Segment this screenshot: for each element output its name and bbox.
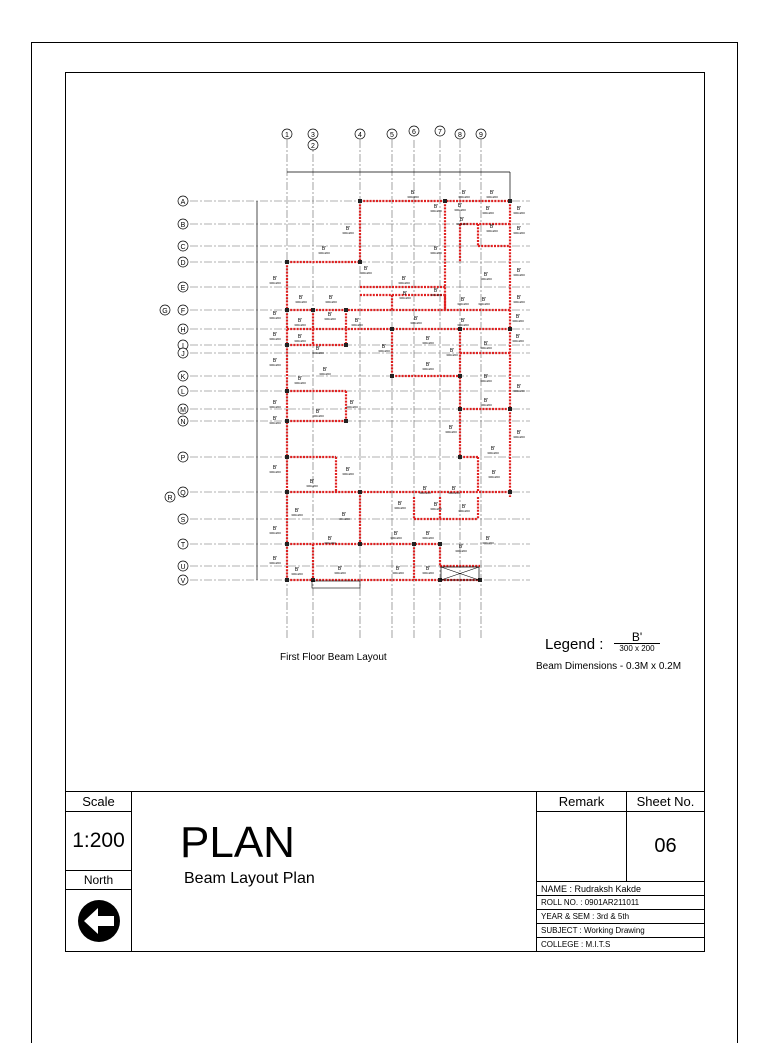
- row-grid-label: F: [180, 308, 186, 315]
- beam-tag-dims: 300x200: [410, 321, 422, 325]
- beam-tag: B': [425, 531, 431, 537]
- row-grid-label: J: [181, 351, 185, 358]
- beam-tag-dims: 300x200: [318, 251, 330, 255]
- row-grid-label: S: [180, 517, 186, 524]
- beam-tag-dims: 300x200: [360, 271, 372, 275]
- beam-tag: B': [515, 314, 521, 320]
- sheet-no-label: Sheet No.: [636, 794, 695, 809]
- column-marker: [458, 374, 462, 378]
- beam-tag-dims: 300x200: [422, 341, 434, 345]
- scale-label-cell: [65, 791, 132, 812]
- info-cell-1: [536, 881, 705, 896]
- column-marker: [285, 578, 289, 582]
- beam-tag: B': [448, 425, 454, 431]
- column-marker: [358, 490, 362, 494]
- column-marker: [285, 389, 289, 393]
- beam-tag: B': [294, 567, 300, 573]
- beam-tag: B': [433, 502, 439, 508]
- beam-tag: B': [458, 544, 464, 550]
- info-roll: ROLL NO. : 0901AR211011: [541, 898, 640, 907]
- beam-tag: B': [516, 206, 522, 212]
- beam-tag: B': [272, 358, 278, 364]
- beam-tag: B': [425, 362, 431, 368]
- beam-tag: B': [272, 556, 278, 562]
- column-grid-label: 5: [390, 132, 394, 139]
- remark-label-cell: [536, 791, 627, 812]
- beam-tag: B': [402, 291, 408, 297]
- balcony-outline: [312, 581, 360, 588]
- beam-tag-dims: 300x200: [480, 277, 492, 281]
- info-cell-3: [536, 909, 705, 924]
- beam-tag-dims: 300x200: [486, 229, 498, 233]
- north-arrow-icon: [74, 896, 124, 946]
- column-marker: [285, 490, 289, 494]
- row-grid-label: U: [180, 564, 186, 571]
- sheet-label-cell: [626, 791, 705, 812]
- beam-tag: B': [321, 246, 327, 252]
- beam-tag: B': [294, 508, 300, 514]
- beam-tag: B': [425, 566, 431, 572]
- beam-tag-dims: 300x200: [269, 421, 281, 425]
- beam-tag: B': [433, 204, 439, 210]
- row-grid-label: B: [180, 222, 186, 229]
- beam-tag-dims: 300x200: [269, 561, 281, 565]
- info-cell-4: [536, 923, 705, 938]
- column-grid-label: 9: [479, 132, 483, 139]
- beam-tag: B': [297, 318, 303, 324]
- column-marker: [443, 199, 447, 203]
- column-grid-label: 6: [412, 129, 416, 136]
- beam-tag: B': [272, 311, 278, 317]
- beam-tag: B': [461, 190, 467, 196]
- beam-tag-dims: 300x200: [480, 379, 492, 383]
- beam-tag-dims: 300x200: [448, 491, 460, 495]
- beam-tag: B': [422, 486, 428, 492]
- beam-tag: B': [516, 384, 522, 390]
- beam-tag-dims: 300x200: [342, 472, 354, 476]
- beam-tag-dims: 300x200: [458, 195, 470, 199]
- beam-tag: B': [272, 276, 278, 282]
- sheet-subtitle: Beam Layout Plan: [184, 870, 315, 887]
- column-marker: [285, 419, 289, 423]
- beam-tag-dims: 300x200: [342, 231, 354, 235]
- row-grid-label: D: [180, 260, 186, 267]
- column-marker: [438, 542, 442, 546]
- beam-tag: B': [413, 316, 419, 322]
- beam-tag: B': [516, 430, 522, 436]
- sheet-value-cell: [626, 811, 705, 882]
- column-marker: [285, 260, 289, 264]
- sheet-title: PLAN: [180, 818, 295, 867]
- info-subject: SUBJECT : Working Drawing: [541, 926, 645, 935]
- beam-layout-plan: [150, 120, 530, 640]
- beam-tag: B': [460, 297, 466, 303]
- beam-tag: B': [489, 224, 495, 230]
- column-grid-label: 4: [358, 132, 362, 139]
- beam-tag-dims: 300x200: [456, 222, 468, 226]
- column-marker: [358, 199, 362, 203]
- beam-tag: B': [483, 398, 489, 404]
- beam-tag-dims: 300x200: [486, 195, 498, 199]
- row-grid-label: P: [180, 455, 186, 462]
- row-grid-label: K: [180, 374, 186, 381]
- legend-note: Beam Dimensions - 0.3M x 0.2M: [536, 661, 682, 672]
- beam-tag: B': [298, 295, 304, 301]
- beam-tag-dims: 300x200: [269, 337, 281, 341]
- beam-tag-dims: 300x200: [399, 296, 411, 300]
- beam-tag-dims: 300x200: [446, 353, 458, 357]
- beam-tag: B': [451, 486, 457, 492]
- beam-tag-dims: 300x200: [513, 389, 525, 393]
- beam-tag-dims: 300x200: [324, 317, 336, 321]
- beam-tag-dims: 300x200: [419, 491, 431, 495]
- beam-tag-dims: 300x200: [378, 349, 390, 353]
- beam-tag: B': [354, 318, 360, 324]
- beam-tag-dims: 300x200: [295, 300, 307, 304]
- row-grid-label: Q: [180, 490, 186, 497]
- beam-tag: B': [483, 272, 489, 278]
- beam-tag: B': [315, 409, 321, 415]
- beam-tag-dims: 300x200: [487, 451, 499, 455]
- north-label-cell: [65, 870, 132, 890]
- beam-tag: B': [483, 341, 489, 347]
- legend-symbol-dims: 300 x 200: [614, 643, 660, 653]
- info-year: YEAR & SEM : 3rd & 5th: [541, 912, 630, 921]
- beam-tag-dims: 300x200: [512, 339, 524, 343]
- beam-tag-dims: 300x200: [269, 316, 281, 320]
- beam-tag-dims: 300x200: [269, 531, 281, 535]
- row-grid-label: G: [162, 308, 168, 315]
- beam-tag-dims: 300x200: [513, 300, 525, 304]
- column-marker: [390, 327, 394, 331]
- beam-tag-dims: 300x200: [338, 517, 350, 521]
- beam-tag-dims: 300x200: [457, 323, 469, 327]
- beam-tag-dims: 300x200: [422, 536, 434, 540]
- column-marker: [358, 260, 362, 264]
- beam-tag-dims: 300x200: [513, 211, 525, 215]
- column-grid-label: 1: [285, 132, 289, 139]
- beam-tag-dims: 300x200: [269, 405, 281, 409]
- row-grid-label: T: [180, 542, 186, 549]
- beam-tag-dims: 300x200: [513, 435, 525, 439]
- beam-tag-dims: 300x200: [398, 281, 410, 285]
- beam-tag-dims: 300x200: [312, 351, 324, 355]
- beam-tag: B': [328, 295, 334, 301]
- beam-tag-dims: 300x200: [513, 231, 525, 235]
- column-marker: [390, 374, 394, 378]
- beam-tag-dims: 300x200: [334, 571, 346, 575]
- column-marker: [508, 407, 512, 411]
- row-grid-label: I: [182, 343, 184, 350]
- beam-tag: B': [272, 465, 278, 471]
- title-cell: [131, 791, 537, 952]
- beam-tag: B': [393, 531, 399, 537]
- beam-tag-dims: 300x200: [390, 536, 402, 540]
- row-grid-label: M: [180, 407, 186, 414]
- beam-tag: B': [459, 217, 465, 223]
- legend-symbol: [614, 631, 660, 653]
- north-arrow-cell: [65, 889, 132, 952]
- beam-tag-dims: 300x200: [392, 571, 404, 575]
- sheet-no-value: 06: [654, 835, 677, 857]
- column-grid-label: 2: [311, 143, 315, 150]
- beam-tag-dims: 300x200: [488, 475, 500, 479]
- beam-tag-dims: 300x200: [430, 251, 442, 255]
- scale-label: Scale: [82, 794, 115, 809]
- remark-label: Remark: [558, 794, 605, 809]
- beam-tag: B': [449, 348, 455, 354]
- north-label: North: [83, 873, 114, 887]
- column-grid-label: 7: [438, 129, 442, 136]
- beam-tag-dims: 300x200: [454, 208, 466, 212]
- beam-tag-dims: 300x200: [407, 195, 419, 199]
- beam-tag-dims: 300x200: [351, 323, 363, 327]
- info-college: COLLEGE : M.I.T.S: [541, 940, 611, 949]
- beam-tag: B': [349, 400, 355, 406]
- row-grid-label: H: [180, 327, 186, 334]
- beam-tag: B': [327, 536, 333, 542]
- legend-label: Legend :: [545, 636, 604, 653]
- beam-tag: B': [491, 470, 497, 476]
- beam-tag-dims: 300x200: [430, 209, 442, 213]
- column-marker: [311, 578, 315, 582]
- beam-tag: B': [397, 501, 403, 507]
- beam-tag: B': [401, 276, 407, 282]
- beam-tag: B': [272, 332, 278, 338]
- beam-tag-dims: 300x200: [394, 506, 406, 510]
- drawing-caption: First Floor Beam Layout: [280, 652, 387, 663]
- beam-tag-dims: 300x200: [457, 302, 469, 306]
- column-marker: [285, 308, 289, 312]
- column-grid-label: 8: [458, 132, 462, 139]
- beam-tag: B': [341, 512, 347, 518]
- beam-tag: B': [516, 226, 522, 232]
- beam-tag-dims: 300x200: [346, 405, 358, 409]
- beam-tag: B': [483, 374, 489, 380]
- info-cell-2: [536, 895, 705, 910]
- column-grid-label: 3: [311, 132, 315, 139]
- beam-tag: B': [516, 268, 522, 274]
- beam-tag: B': [433, 246, 439, 252]
- beam-tag: B': [489, 190, 495, 196]
- row-grid-label: V: [180, 578, 186, 585]
- beam-tag: B': [327, 312, 333, 318]
- beam-tag: B': [460, 318, 466, 324]
- beam-tag-dims: 300x200: [269, 470, 281, 474]
- beam-tag-dims: 300x200: [422, 367, 434, 371]
- beam-tag-dims: 300x200: [269, 363, 281, 367]
- beam-tag-dims: 300x200: [294, 381, 306, 385]
- beam-tag: B': [515, 334, 521, 340]
- row-grid-label: E: [180, 285, 186, 292]
- column-marker: [458, 327, 462, 331]
- row-grid-label: L: [181, 389, 185, 396]
- beam-tag-dims: 300x200: [430, 507, 442, 511]
- column-marker: [285, 455, 289, 459]
- beam-tag: B': [272, 416, 278, 422]
- beam-tag-dims: 300x200: [319, 372, 331, 376]
- beam-tag-dims: 300x200: [480, 403, 492, 407]
- beam-tag: B': [345, 467, 351, 473]
- beam-tag: B': [410, 190, 416, 196]
- beam-tag: B': [272, 400, 278, 406]
- beam-tag-dims: 300x200: [445, 430, 457, 434]
- beam-tag: B': [322, 367, 328, 373]
- column-marker: [358, 542, 362, 546]
- column-marker: [458, 455, 462, 459]
- legend-symbol-tag: B': [631, 630, 643, 644]
- beam-tag-dims: 300x200: [513, 273, 525, 277]
- beam-tag: B': [381, 344, 387, 350]
- beam-tag-dims: 300x200: [458, 509, 470, 513]
- beam-tag: B': [481, 297, 487, 303]
- column-marker: [311, 308, 315, 312]
- beam-tag-dims: 300x200: [455, 549, 467, 553]
- beam-tag-dims: 300x200: [269, 281, 281, 285]
- column-marker: [285, 343, 289, 347]
- beam-tag-dims: 300x200: [512, 319, 524, 323]
- column-marker: [412, 542, 416, 546]
- column-marker: [344, 308, 348, 312]
- column-marker: [508, 490, 512, 494]
- scale-value-cell: [65, 811, 132, 871]
- row-grid-label: A: [180, 199, 186, 206]
- info-cell-5: [536, 937, 705, 952]
- beam-tag: B': [297, 376, 303, 382]
- beam-tag-dims: 300x200: [430, 293, 442, 297]
- beam-tag: B': [363, 266, 369, 272]
- beam-tag: B': [516, 295, 522, 301]
- beam-tag-dims: 300x200: [478, 302, 490, 306]
- beam-tag-dims: 300x200: [324, 541, 336, 545]
- column-marker: [344, 343, 348, 347]
- beam-tag: B': [395, 566, 401, 572]
- beam-tag: B': [337, 566, 343, 572]
- beam-tag-dims: 300x200: [482, 541, 494, 545]
- column-marker: [508, 327, 512, 331]
- beam-tag: B': [490, 446, 496, 452]
- column-marker: [285, 542, 289, 546]
- beam-tag: B': [345, 226, 351, 232]
- beam-tag: B': [485, 206, 491, 212]
- beam-tag-dims: 300x200: [291, 572, 303, 576]
- beam-tag: B': [272, 526, 278, 532]
- beam-tag-dims: 300x200: [306, 484, 318, 488]
- beam-tag: B': [309, 479, 315, 485]
- beam-tag-dims: 300x200: [312, 414, 324, 418]
- beam-tag: B': [461, 504, 467, 510]
- beam-tag: B': [297, 334, 303, 340]
- info-name: NAME : Rudraksh Kakde: [541, 884, 642, 894]
- column-marker: [344, 419, 348, 423]
- beam-tag: B': [457, 203, 463, 209]
- beam-tag-dims: 300x200: [325, 300, 337, 304]
- row-grid-label: R: [167, 495, 173, 502]
- column-marker: [508, 199, 512, 203]
- beam-tag: B': [485, 536, 491, 542]
- beam-tag-dims: 300x200: [291, 513, 303, 517]
- remark-cell: [536, 811, 627, 882]
- beam-tag-dims: 300x200: [294, 339, 306, 343]
- row-grid-label: C: [180, 244, 186, 251]
- beam-tag: B': [433, 288, 439, 294]
- beam-tag-dims: 300x200: [422, 571, 434, 575]
- beam-tag-dims: 300x200: [294, 323, 306, 327]
- beam-tag: B': [315, 346, 321, 352]
- scale-value: 1:200: [72, 829, 125, 852]
- beam-tag-dims: 300x200: [480, 346, 492, 350]
- beam-tag-dims: 300x200: [482, 211, 494, 215]
- column-marker: [458, 407, 462, 411]
- row-grid-label: N: [180, 419, 186, 426]
- beam-tag: B': [425, 336, 431, 342]
